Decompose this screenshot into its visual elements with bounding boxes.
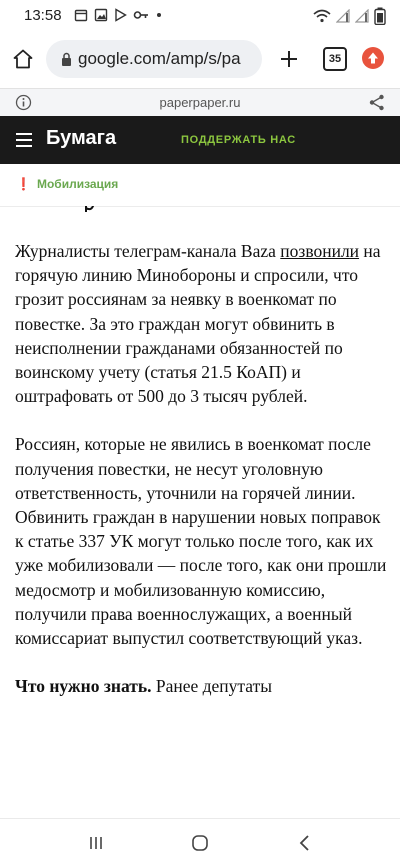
- back-icon[interactable]: [298, 834, 312, 852]
- home-button-icon[interactable]: [191, 834, 209, 852]
- called-link[interactable]: позвонили: [280, 241, 360, 261]
- status-system-icons: [313, 7, 386, 25]
- article-paragraph-3: Что нужно знать. Ранее депутаты: [15, 676, 273, 697]
- status-notification-icons: [74, 8, 163, 22]
- article-content: [15, 206, 390, 818]
- image-icon: [94, 8, 108, 22]
- home-icon[interactable]: [12, 48, 34, 70]
- address-bar[interactable]: [46, 40, 262, 78]
- tab-switcher-button[interactable]: 35: [323, 47, 347, 71]
- status-bar: [0, 0, 400, 32]
- wifi-icon: [313, 9, 331, 23]
- article-paragraph-1: Журналисты телеграм-канала Baza позвонили на горячую линию Минобороны и спросили, что грозит россиянам за неявку в военкомат по повестке. За это граждан могут обвинить в неисполнении гражданами обязанностей по воинскому учету (статья 21.5 КоАП) и оштрафовать от 500 до 3 тысяч рублей.: [15, 241, 381, 407]
- amp-domain: paperpaper.ru: [159, 95, 241, 110]
- topic-tag-label: Мобилизация: [36, 177, 119, 191]
- site-header: [0, 116, 400, 164]
- key-icon: [133, 8, 149, 22]
- status-time: 13:58: [24, 7, 62, 24]
- recent-apps-icon[interactable]: [88, 835, 104, 851]
- menu-icon[interactable]: [16, 133, 32, 151]
- new-tab-icon[interactable]: [279, 49, 299, 69]
- dot-icon: [155, 8, 163, 22]
- site-logo[interactable]: Бумага: [46, 127, 117, 149]
- signal-icon-2: [355, 9, 369, 23]
- partial-heading-fragment: [83, 206, 103, 220]
- topic-tag[interactable]: [16, 177, 118, 191]
- lock-icon: [61, 52, 72, 67]
- browser-toolbar: [0, 32, 400, 88]
- article-paragraph-2: Россиян, которые не явились в военкомат после получения повестки, не несут уголовную ответственность, уточнили на горячей линии. Обвинить граждан в нарушении новых поправок к статье 337 УК могут только после того, как их уже мобилизовали — после того, как они прошли медосмотр и мобилизованную комиссию, получили права военнослужащих, а военный комиссариат выпустил соответствующий указ.: [15, 434, 387, 649]
- update-button[interactable]: [362, 47, 384, 69]
- calendar-icon: [74, 8, 88, 22]
- tag-bar: [0, 164, 400, 207]
- url-text: google.com/amp/s/pa: [78, 49, 241, 68]
- exclamation-icon: ❗: [16, 177, 31, 191]
- amp-info-bar: [0, 88, 400, 118]
- share-icon[interactable]: [369, 94, 385, 111]
- play-store-icon: [114, 8, 127, 22]
- arrow-up-icon: [362, 47, 384, 69]
- system-navigation-bar: [0, 818, 400, 868]
- signal-icon: [336, 9, 350, 23]
- battery-icon: [374, 7, 386, 25]
- support-link[interactable]: ПОДДЕРЖАТЬ НАС: [181, 134, 296, 146]
